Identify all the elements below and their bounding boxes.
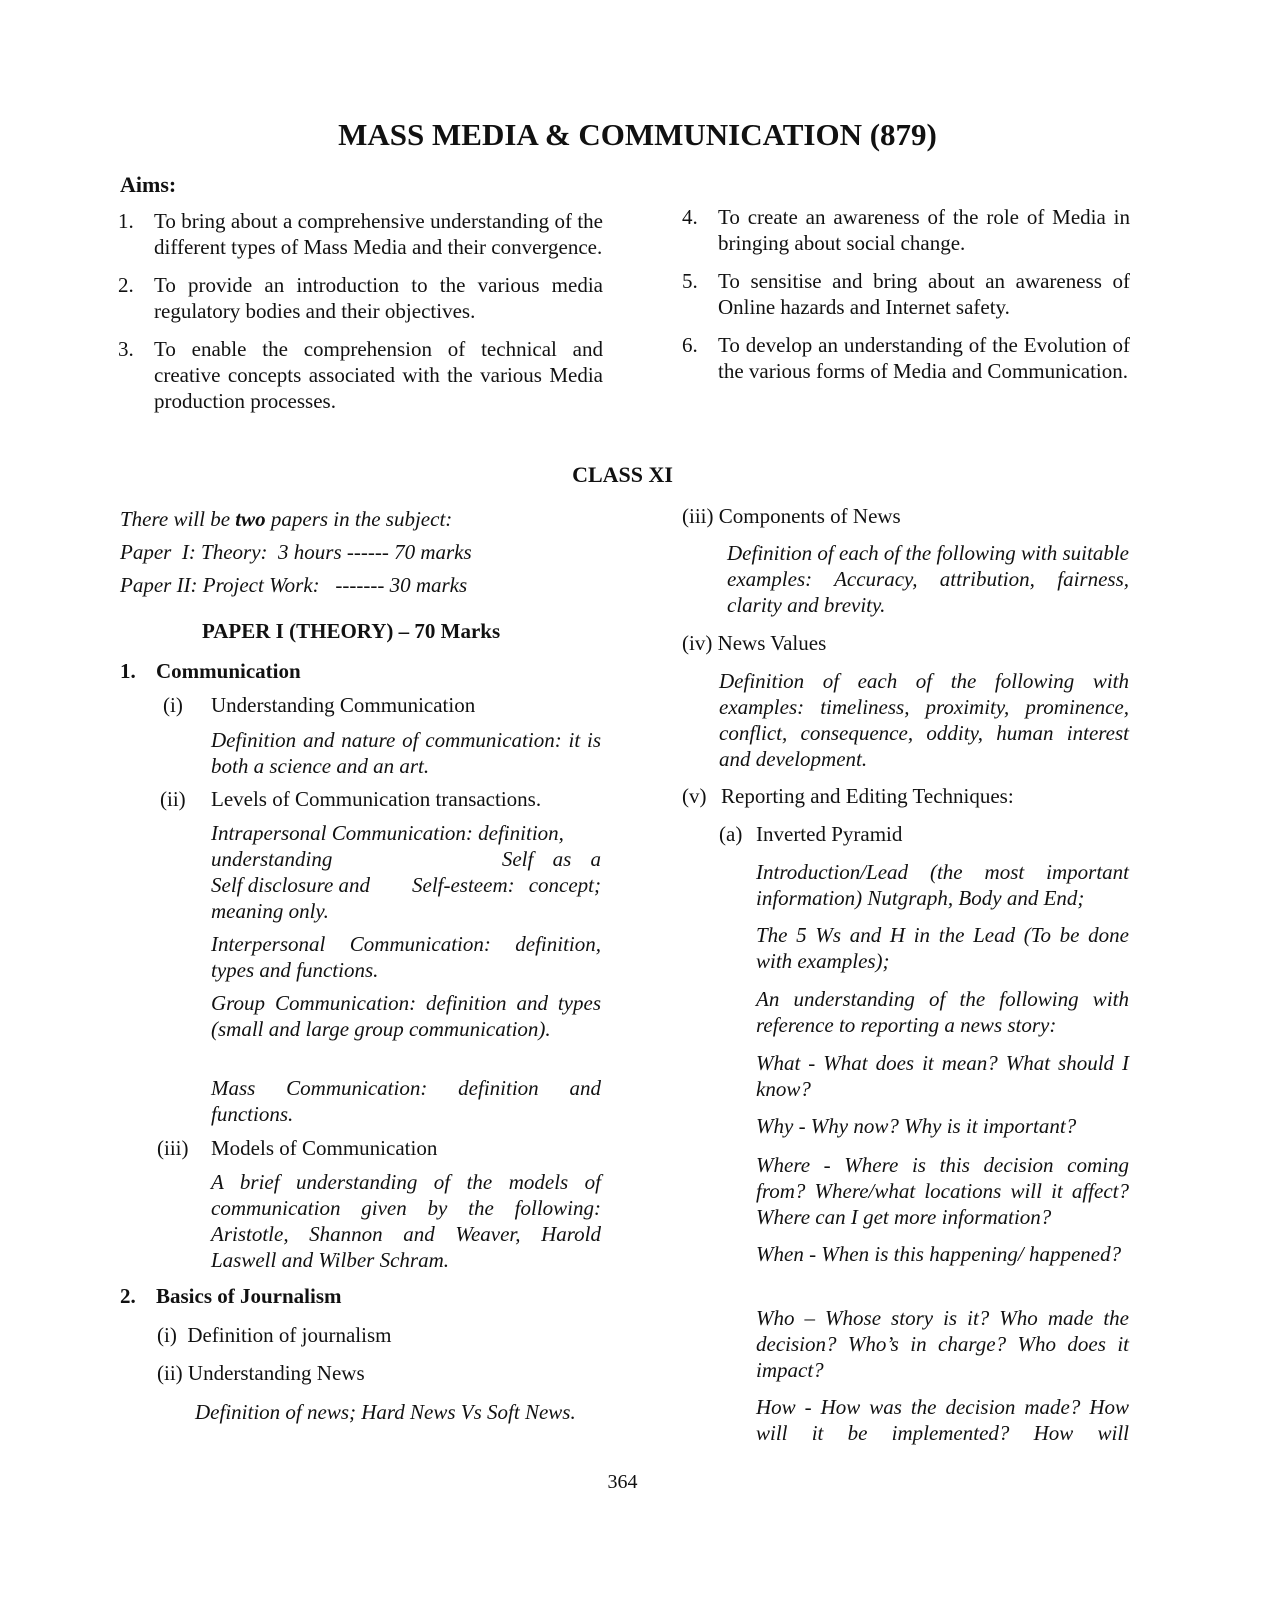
- page-number: 364: [607, 1471, 638, 1493]
- mass-definition: Mass Communication: definition and functions.: [211, 1076, 601, 1126]
- subsection-title: (ii) Understanding News: [157, 1361, 365, 1385]
- subsection-number: (iii): [157, 1136, 189, 1160]
- aim-item: 5. To sensitise and bring about an awareness of Online hazards and Internet safety.: [682, 269, 1130, 319]
- subsection-number: (i): [163, 693, 183, 717]
- section-heading: 2. Basics of Journalism: [120, 1284, 342, 1308]
- subsection-description: Definition of news; Hard News Vs Soft News.: [195, 1400, 576, 1424]
- paragraph: Who – Whose story is it? Who made the decision? Who’s in charge? Who does it impact?: [756, 1306, 1129, 1382]
- subsection-number: (v): [682, 784, 707, 808]
- subsection-title: Levels of Communication transactions.: [211, 787, 542, 811]
- subsection-title: Reporting and Editing Techniques:: [721, 784, 1014, 808]
- item-letter: (a): [719, 822, 743, 846]
- group-definition: Group Communication: definition and types (small and large group communication).: [211, 991, 601, 1041]
- paragraph: What - What does it mean? What should I know?: [756, 1051, 1129, 1101]
- aim-item: 1. To bring about a comprehensive understanding of the different types of Mass Media and their convergence.: [118, 209, 603, 259]
- aim-item: 2. To provide an introduction to the various media regulatory bodies and their objectives.: [118, 273, 603, 323]
- subsection-description: Definition of each of the following with suitable examples: Accuracy, attribution, fairness, clarity and brevity.: [727, 541, 1129, 617]
- paragraph: The 5 Ws and H in the Lead (To be done with examples);: [756, 923, 1129, 973]
- intro-line: Paper II: Project Work: ------- 30 marks: [120, 573, 468, 597]
- paper-heading: PAPER I (THEORY) – 70 Marks: [202, 619, 501, 643]
- paragraph: An understanding of the following with reference to reporting a news story:: [756, 987, 1129, 1037]
- intrapersonal-definition: Intrapersonal Communication: definition, understanding Self as a concept; Self disclosure and Self-esteem: meaning only.: [211, 821, 601, 923]
- subsection-title: (i) Definition of journalism: [157, 1323, 392, 1347]
- aims-list-right: [682, 204, 1130, 396]
- item-title: Inverted Pyramid: [756, 822, 903, 846]
- paragraph: How - How was the decision made? How will it be implemented? How will: [756, 1395, 1129, 1445]
- section-heading: 1. Communication: [120, 659, 301, 683]
- paragraph: Introduction/Lead (the most important information) Nutgraph, Body and End;: [756, 860, 1129, 910]
- aim-item: 6. To develop an understanding of the Evolution of the various forms of Media and Communication.: [682, 333, 1130, 383]
- class-heading: CLASS XI: [572, 462, 673, 487]
- paragraph: Why - Why now? Why is it important?: [756, 1114, 1077, 1138]
- subsection-title: Models of Communication: [211, 1136, 438, 1160]
- subsection-title: (iii) Components of News: [682, 504, 901, 528]
- subsection-number: (ii): [160, 787, 186, 811]
- paragraph: Where - Where is this decision coming from? Where/what locations will it affect? Where can I get more information?: [756, 1153, 1129, 1229]
- subsection-description: A brief understanding of the models of communication given by the following: Aristotle, Shannon and Weaver, Harold Laswell and Wilber Schram.: [211, 1170, 601, 1272]
- subsection-description: Definition and nature of communication: it is both a science and an art.: [211, 728, 601, 778]
- subsection-title: Understanding Communication: [211, 693, 476, 717]
- subsection-description: Definition of each of the following with examples: timeliness, proximity, prominence, conflict, consequence, oddity, human interest and development.: [719, 669, 1129, 771]
- paper-intro: [120, 503, 472, 602]
- intro-line: There will be two papers in the subject:: [120, 507, 453, 531]
- paragraph: When - When is this happening/ happened?: [756, 1242, 1122, 1266]
- page-title: MASS MEDIA & COMMUNICATION (879): [338, 117, 937, 152]
- interpersonal-definition: Interpersonal Communication: definition, types and functions.: [211, 932, 601, 982]
- intro-line: Paper I: Theory: 3 hours ------ 70 marks: [120, 540, 472, 564]
- aims-list-left: [118, 208, 603, 426]
- aim-item: 4. To create an awareness of the role of Media in bringing about social change.: [682, 205, 1130, 255]
- aim-item: 3. To enable the comprehension of technical and creative concepts associated with the various Media production processes.: [118, 337, 603, 413]
- aims-heading: Aims:: [120, 172, 177, 197]
- subsection-title: (iv) News Values: [682, 631, 827, 655]
